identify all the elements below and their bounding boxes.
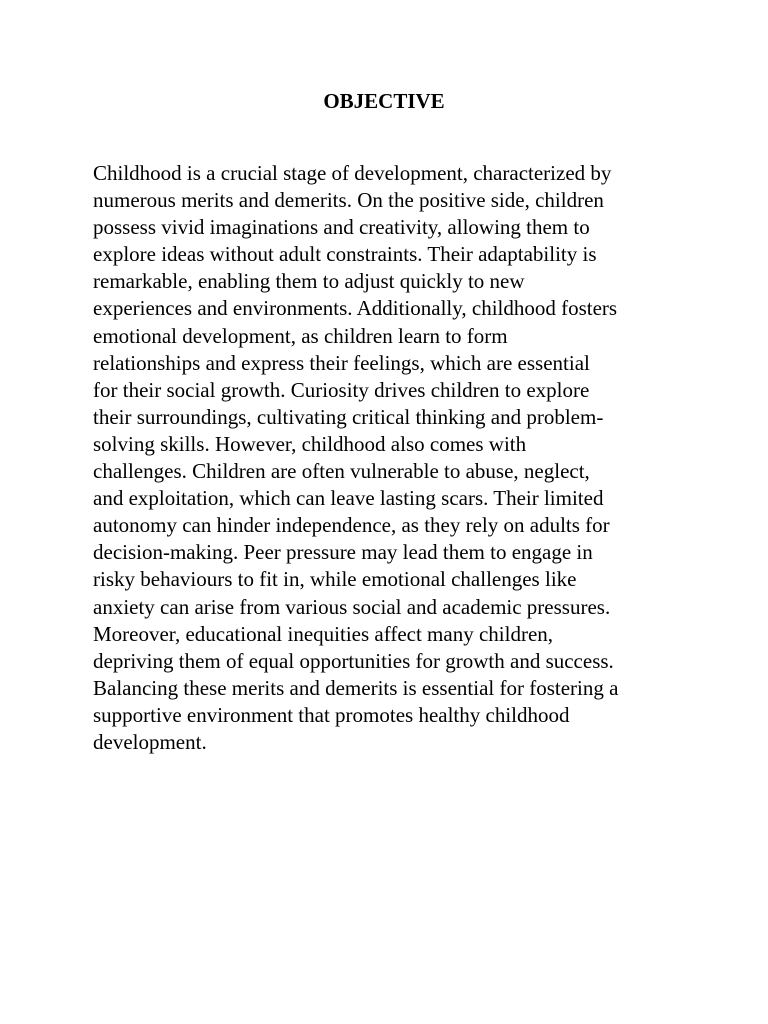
paragraph-line: challenges. Children are often vulnerable to abuse, neglect, — [93, 459, 590, 484]
paragraph-line: numerous merits and demerits. On the positive side, children — [93, 188, 604, 213]
paragraph-line: experiences and environments. Additionally, childhood fosters — [93, 296, 618, 321]
paragraph-line: anxiety can arise from various social and academic pressures. — [93, 594, 611, 619]
paragraph-line: Moreover, educational inequities affect many children, — [93, 621, 554, 646]
paragraph-line: Balancing these merits and demerits is essential for fostering a — [93, 675, 619, 700]
paragraph-line: for their social growth. Curiosity drives children to explore — [93, 377, 590, 402]
paragraph-line: solving skills. However, childhood also comes with — [93, 431, 527, 456]
paragraph-line: remarkable, enabling them to adjust quickly to new — [93, 269, 525, 294]
paragraph-line: supportive environment that promotes healthy childhood — [93, 702, 570, 727]
document-title: OBJECTIVE — [323, 89, 445, 113]
paragraph-line: decision-making. Peer pressure may lead them to engage in — [93, 540, 593, 565]
paragraph-line: autonomy can hinder independence, as they rely on adults for — [93, 513, 610, 538]
paragraph-line: and exploitation, which can leave lasting scars. Their limited — [93, 486, 604, 511]
paragraph-line: Childhood is a crucial stage of development, characterized by — [93, 161, 612, 185]
paragraph-line: explore ideas without adult constraints. Their adaptability is — [93, 242, 597, 267]
paragraph-line: emotional development, as children learn to form — [93, 323, 508, 348]
body-paragraph — [93, 160, 693, 756]
paragraph-line: depriving them of equal opportunities for growth and success. — [93, 648, 614, 673]
paragraph-line: relationships and express their feelings, which are essential — [93, 350, 590, 375]
paragraph-line: their surroundings, cultivating critical thinking and problem- — [93, 404, 604, 429]
paragraph-line: development. — [93, 729, 207, 754]
paragraph-line: possess vivid imaginations and creativity, allowing them to — [93, 215, 590, 240]
paragraph-line: risky behaviours to fit in, while emotional challenges like — [93, 567, 577, 592]
